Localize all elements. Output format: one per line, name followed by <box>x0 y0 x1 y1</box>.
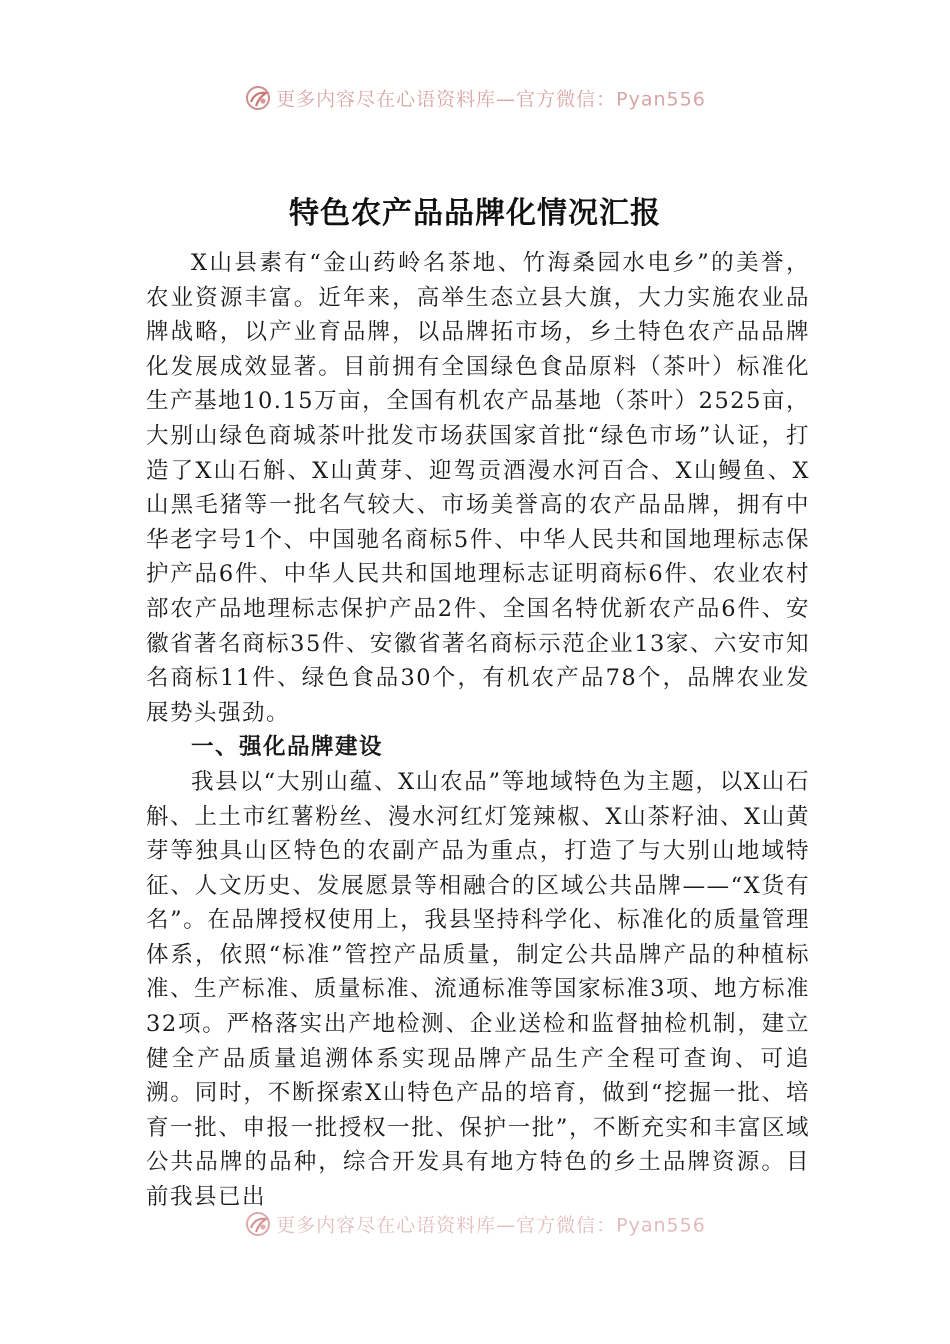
intro-paragraph: X山县素有“金山药岭名茶地、竹海桑园水电乡”的美誉，农业资源丰富。近年来，高举生态立县大旗，大力实施农业品牌战略，以产业育品牌，以品牌拓市场，乡土特色农产品品牌化发展成效显著。目前拥有全国绿色食品原料（茶叶）标准化生产基地10.15万亩，全国有机农产品基地（茶叶）2525亩，大别山绿色商城茶叶批发市场获国家首批“绿色市场”认证，打造了X山石斛、X山黄芽、迎驾贡酒漫水河百合、X山鳗鱼、X山黑毛猪等一批名气较大、市场美誉高的农产品品牌，拥有中华老字号1个、中国驰名商标5件、中华人民共和国地理标志保护产品6件、中华人民共和国地理标志证明商标6件、农业农村部农产品地理标志保护产品2件、全国名特优新农产品6件、安徽省著名商标35件、安徽省著名商标示范企业13家、六安市知名商标11件、绿色食品30个，有机农产品78个，品牌农业发展势头强劲。 <box>146 250 810 726</box>
watermark-footer <box>0 1210 950 1238</box>
section-heading: 一、强化品牌建设 <box>191 734 384 761</box>
document-body <box>146 246 810 1212</box>
section-paragraph: 我县以“大别山蕴、X山农品”等地域特色为主题，以X山石斛、上土市红薯粉丝、漫水河红灯笼辣椒、X山茶籽油、X山黄芽等独具山区特色的农副产品为重点，打造了与大别山地域特征、人文历史、发展愿景等相融合的区域公共品牌——“X货有名”。在品牌授权使用上，我县坚持科学化、标准化的质量管理体系，依照“标准”管控产品质量，制定公共品牌产品的种植标准、生产标准、质量标准、流通标准等国家标准3项、地方标准32项。严格落实出产地检测、企业送检和监督抽检机制，建立健全产品质量追溯体系实现品牌产品生产全程可查询、可追溯。同时，不断探索X山特色产品的培育，做到“挖掘一批、培育一批、申报一批授权一批、保护一批”，不断充实和丰富区域公共品牌的品种，综合开发具有地方特色的乡土品牌资源。目前我县已出 <box>146 768 810 1211</box>
library-logo-icon <box>244 1210 272 1238</box>
watermark-text: 更多内容尽在心语资料库—官方微信：Pyan556 <box>276 1214 706 1237</box>
document-title: 特色农产品品牌化情况汇报 <box>289 196 661 231</box>
watermark-text: 更多内容尽在心语资料库—官方微信：Pyan556 <box>276 88 706 111</box>
